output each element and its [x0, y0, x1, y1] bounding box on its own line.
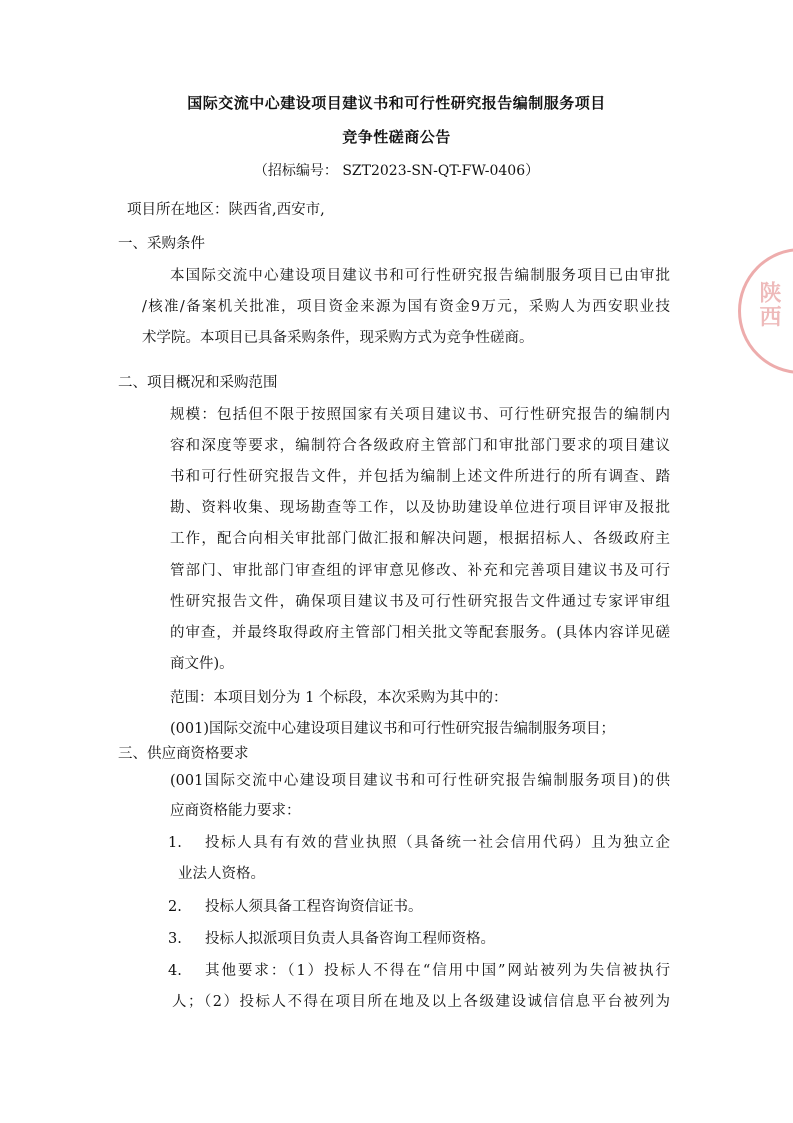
bid-number: （招标编号： SZT2023-SN-QT-FW-0406）: [253, 163, 540, 179]
item-number: 2.: [168, 899, 182, 915]
scale-line: 规模：包括但不限于按照国家有关项目建议书、可行性研究报告的编制内: [170, 407, 670, 423]
item-text: 人；（2）投标人不得在项目所在地及以上各级建设诚信信息平台被列为: [172, 994, 670, 1010]
item-text: 投标人须具备工程咨询资信证书。: [205, 899, 423, 915]
official-seal: [738, 248, 793, 374]
scale-line: 的审查，并最终取得政府主管部门相关批文等配套服务。(具体内容详见磋: [170, 625, 670, 641]
scale-line: 勘、资料收集、现场勘查等工作，以及协助建设单位进行项目评审及报批: [170, 500, 670, 516]
section1-line: 术学院。本项目已具备采购条件，现采购方式为竞争性磋商。: [142, 330, 534, 346]
section3-intro: (001国际交流中心建设项目建议书和可行性研究报告编制服务项目)的供: [170, 773, 670, 789]
section3-heading: 三、供应商资格要求: [118, 746, 249, 762]
item-number: 3.: [168, 931, 182, 947]
item-text: 投标人拟派项目负责人具备咨询工程师资格。: [205, 931, 495, 947]
section1-line: /核准/备案机关批准，项目资金来源为国有资金9万元，采购人为西安职业技: [142, 299, 670, 315]
item-text: 其他要求：（1）投标人不得在“信用中国”网站被列为失信被执行: [205, 963, 670, 979]
scale-line: 管部门、审批部门审查组的评审意见修改、补充和完善项目建议书及可行: [170, 563, 670, 579]
item-text: 投标人具有有效的营业执照（具备统一社会信用代码）且为独立企: [205, 835, 670, 851]
scale-line: 商文件)。: [170, 656, 234, 672]
scale-line: 工作，配合向相关审批部门做汇报和解决问题，根据招标人、各级政府主: [170, 531, 670, 547]
item-number: 1.: [168, 835, 182, 851]
scale-line: 书和可行性研究报告文件，并包括为编制上述文件所进行的所有调查、踏: [170, 469, 670, 485]
seal-text: 陕西: [756, 281, 781, 329]
scale-line: 容和深度等要求，编制符合各级政府主管部门和审批部门要求的项目建议: [170, 438, 670, 454]
section3-intro: 应商资格能力要求：: [170, 803, 301, 819]
lot-item: (001)国际交流中心建设项目建议书和可行性研究报告编制服务项目；: [170, 721, 615, 737]
document-title: 国际交流中心建设项目建议书和可行性研究报告编制服务项目: [187, 94, 606, 112]
item-number: 4.: [168, 963, 182, 979]
section1-heading: 一、采购条件: [118, 236, 205, 252]
project-location: 项目所在地区：陕西省,西安市,: [127, 202, 325, 218]
section2-heading: 二、项目概况和采购范围: [118, 375, 278, 391]
scope-range: 范围：本项目划分为 1 个标段，本次采购为其中的：: [170, 690, 508, 706]
section1-line: 本国际交流中心建设项目建议书和可行性研究报告编制服务项目已由审批: [170, 268, 670, 284]
item-text: 业法人资格。: [178, 866, 265, 882]
scale-line: 性研究报告文件，确保项目建议书及可行性研究报告文件通过专家评审组: [170, 594, 670, 610]
document-subtitle: 竞争性磋商公告: [342, 128, 451, 146]
